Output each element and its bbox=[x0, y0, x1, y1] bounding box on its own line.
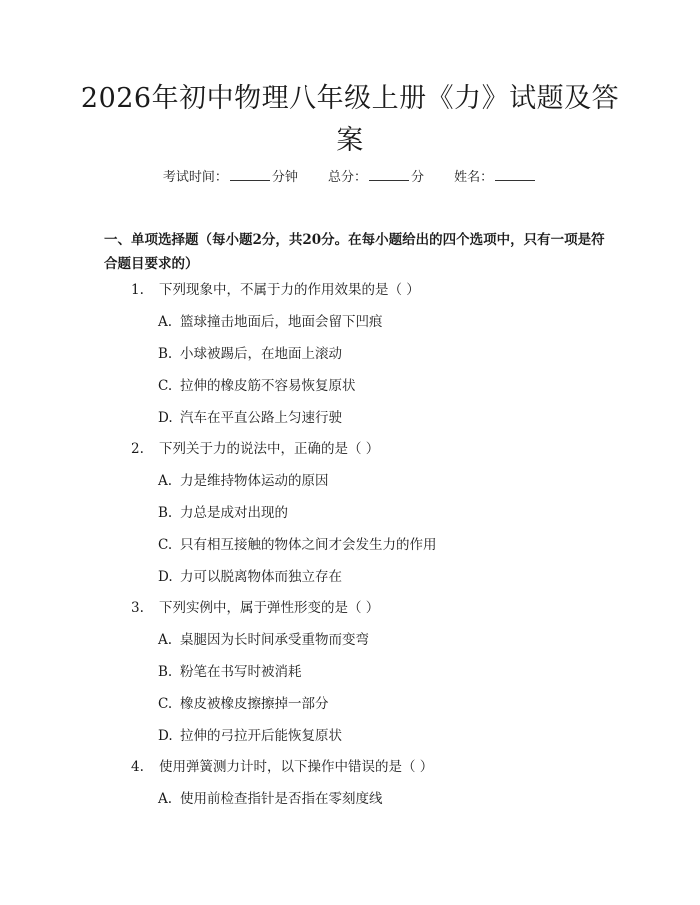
question-number: 2. bbox=[131, 441, 144, 457]
question-text: 下列现象中，不属于力的作用效果的是（ ） bbox=[159, 282, 420, 298]
option-2a[interactable] bbox=[158, 471, 329, 491]
question-text: 下列关于力的说法中，正确的是（ ） bbox=[159, 441, 380, 457]
exam-info-line bbox=[0, 168, 700, 188]
option-text: 力是维持物体运动的原因 bbox=[180, 473, 329, 489]
question-number: 4. bbox=[131, 759, 144, 775]
exam-time-label: 考试时间： bbox=[162, 170, 228, 185]
question-text: 下列实例中，属于弹性形变的是（ ） bbox=[159, 600, 380, 616]
question-number: 3. bbox=[131, 600, 144, 616]
option-text: 橡皮被橡皮擦擦掉一部分 bbox=[180, 696, 329, 712]
option-text: 汽车在平直公路上匀速行驶 bbox=[180, 410, 342, 426]
option-letter: C. bbox=[158, 696, 173, 712]
section-heading: 一、单项选择题（每小题2分，共20分。在每小题给出的四个选项中，只有一项是符合题目要求的） bbox=[104, 232, 605, 272]
student-name-label: 姓名： bbox=[454, 170, 494, 185]
total-score-blank[interactable] bbox=[369, 168, 409, 181]
exam-time-blank[interactable] bbox=[230, 168, 270, 181]
student-name-field bbox=[454, 168, 537, 188]
option-letter: D. bbox=[158, 569, 173, 585]
option-letter: B. bbox=[158, 346, 173, 362]
question-3 bbox=[131, 598, 379, 618]
option-letter: A. bbox=[158, 791, 173, 807]
option-3a[interactable] bbox=[158, 630, 369, 650]
option-letter: A. bbox=[158, 314, 173, 330]
exam-time-unit: 分钟 bbox=[271, 170, 298, 185]
option-1b[interactable] bbox=[158, 344, 342, 364]
option-letter: C. bbox=[158, 537, 173, 553]
exam-time-field bbox=[163, 168, 298, 188]
option-letter: A. bbox=[158, 632, 173, 648]
option-text: 小球被踢后，在地面上滚动 bbox=[180, 346, 342, 362]
question-text: 使用弹簧测力计时，以下操作中错误的是（ ） bbox=[159, 759, 434, 775]
option-1a[interactable] bbox=[158, 312, 383, 332]
question-4 bbox=[131, 757, 433, 777]
document-title: 2026年初中物理八年级上册《力》试题及答案 bbox=[80, 83, 620, 156]
option-text: 使用前检查指针是否指在零刻度线 bbox=[180, 791, 383, 807]
question-number: 1. bbox=[131, 282, 144, 298]
option-3c[interactable] bbox=[158, 694, 329, 714]
option-1d[interactable] bbox=[158, 408, 342, 428]
option-text: 拉伸的弓拉开后能恢复原状 bbox=[180, 728, 342, 744]
option-text: 拉伸的橡皮筋不容易恢复原状 bbox=[180, 378, 356, 394]
option-letter: D. bbox=[158, 410, 173, 426]
option-3d[interactable] bbox=[158, 726, 342, 746]
option-text: 力总是成对出现的 bbox=[180, 505, 288, 521]
option-3b[interactable] bbox=[158, 662, 302, 682]
total-score-label: 总分： bbox=[327, 170, 367, 185]
option-2d[interactable] bbox=[158, 567, 342, 587]
option-letter: A. bbox=[158, 473, 173, 489]
student-name-blank[interactable] bbox=[495, 168, 535, 181]
option-text: 粉笔在书写时被消耗 bbox=[180, 664, 302, 680]
option-text: 力可以脱离物体而独立存在 bbox=[180, 569, 342, 585]
option-letter: C. bbox=[158, 378, 173, 394]
option-text: 篮球撞击地面后，地面会留下凹痕 bbox=[180, 314, 383, 330]
question-2 bbox=[131, 439, 379, 459]
option-4a[interactable] bbox=[158, 789, 383, 809]
option-2b[interactable] bbox=[158, 503, 288, 523]
total-score-field bbox=[328, 168, 424, 188]
option-text: 桌腿因为长时间承受重物而变弯 bbox=[180, 632, 369, 648]
option-2c[interactable] bbox=[158, 535, 437, 555]
option-letter: B. bbox=[158, 505, 173, 521]
option-1c[interactable] bbox=[158, 376, 356, 396]
total-score-unit: 分 bbox=[411, 170, 425, 185]
option-letter: D. bbox=[158, 728, 173, 744]
option-letter: B. bbox=[158, 664, 173, 680]
option-text: 只有相互接触的物体之间才会发生力的作用 bbox=[180, 537, 437, 553]
question-1 bbox=[131, 280, 420, 300]
